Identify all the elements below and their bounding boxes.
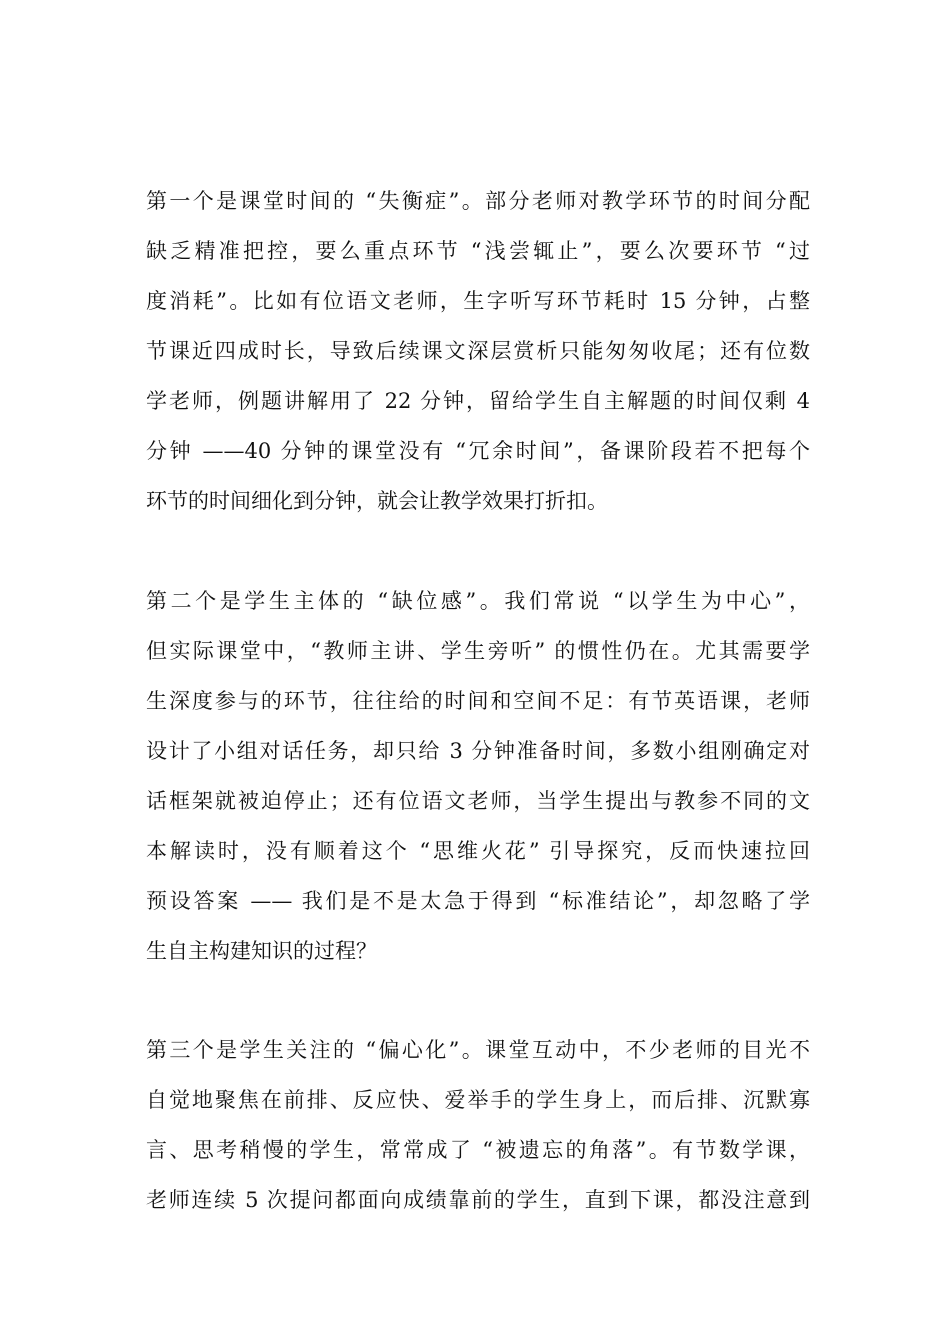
paragraph-3-line-3: 言、思考稍慢的学生，常常成了 “被遗忘的角落”。有节数学课，: [146, 1138, 810, 1162]
paragraph-3-line-4: 老师连续 5 次提问都面向成绩靠前的学生，直到下课，都没注意到: [146, 1188, 810, 1212]
paragraph-2-line-2: 但实际课堂中，“教师主讲、学生旁听” 的惯性仍在。尤其需要学: [146, 639, 810, 663]
paragraph-2-line-7: 预设答案 —— 我们是不是太急于得到 “标准结论”，却忽略了学: [146, 889, 810, 913]
paragraph-2-line-3: 生深度参与的环节，往往给的时间和空间不足：有节英语课，老师: [146, 689, 810, 713]
paragraph-1-line-6: 分钟 ——40 分钟的课堂没有 “冗余时间”，备课阶段若不把每个: [146, 439, 810, 463]
paragraph-1-line-2: 缺乏精准把控，要么重点环节 “浅尝辄止”，要么次要环节 “过: [146, 239, 810, 263]
paragraph-1-line-4: 节课近四成时长，导致后续课文深层赏析只能匆匆收尾；还有位数: [146, 339, 810, 363]
paragraph-1-line-5: 学老师，例题讲解用了 22 分钟，留给学生自主解题的时间仅剩 4: [146, 389, 810, 413]
paragraph-3-line-2: 自觉地聚焦在前排、反应快、爱举手的学生身上，而后排、沉默寡: [146, 1088, 810, 1112]
paragraph-1-line-3: 度消耗”。比如有位语文老师，生字听写环节耗时 15 分钟，占整: [146, 289, 810, 313]
paragraph-2-line-6: 本解读时，没有顺着这个 “思维火花” 引导探究，反而快速拉回: [146, 839, 810, 863]
paragraph-2-line-8: 生自主构建知识的过程？: [146, 939, 377, 963]
paragraph-2-line-1: 第二个是学生主体的 “缺位感”。我们常说 “以学生为中心”，: [146, 589, 810, 613]
paragraph-2-line-4: 设计了小组对话任务，却只给 3 分钟准备时间，多数小组刚确定对: [146, 739, 810, 763]
paragraph-1-line-1: 第一个是课堂时间的 “失衡症”。部分老师对教学环节的时间分配: [146, 189, 810, 213]
paragraph-3-line-1: 第三个是学生关注的 “偏心化”。课堂互动中，不少老师的目光不: [146, 1038, 810, 1062]
paragraph-2-line-5: 话框架就被迫停止；还有位语文老师，当学生提出与教参不同的文: [146, 789, 810, 813]
paragraph-1-line-7: 环节的时间细化到分钟，就会让教学效果打折扣。: [146, 489, 608, 513]
